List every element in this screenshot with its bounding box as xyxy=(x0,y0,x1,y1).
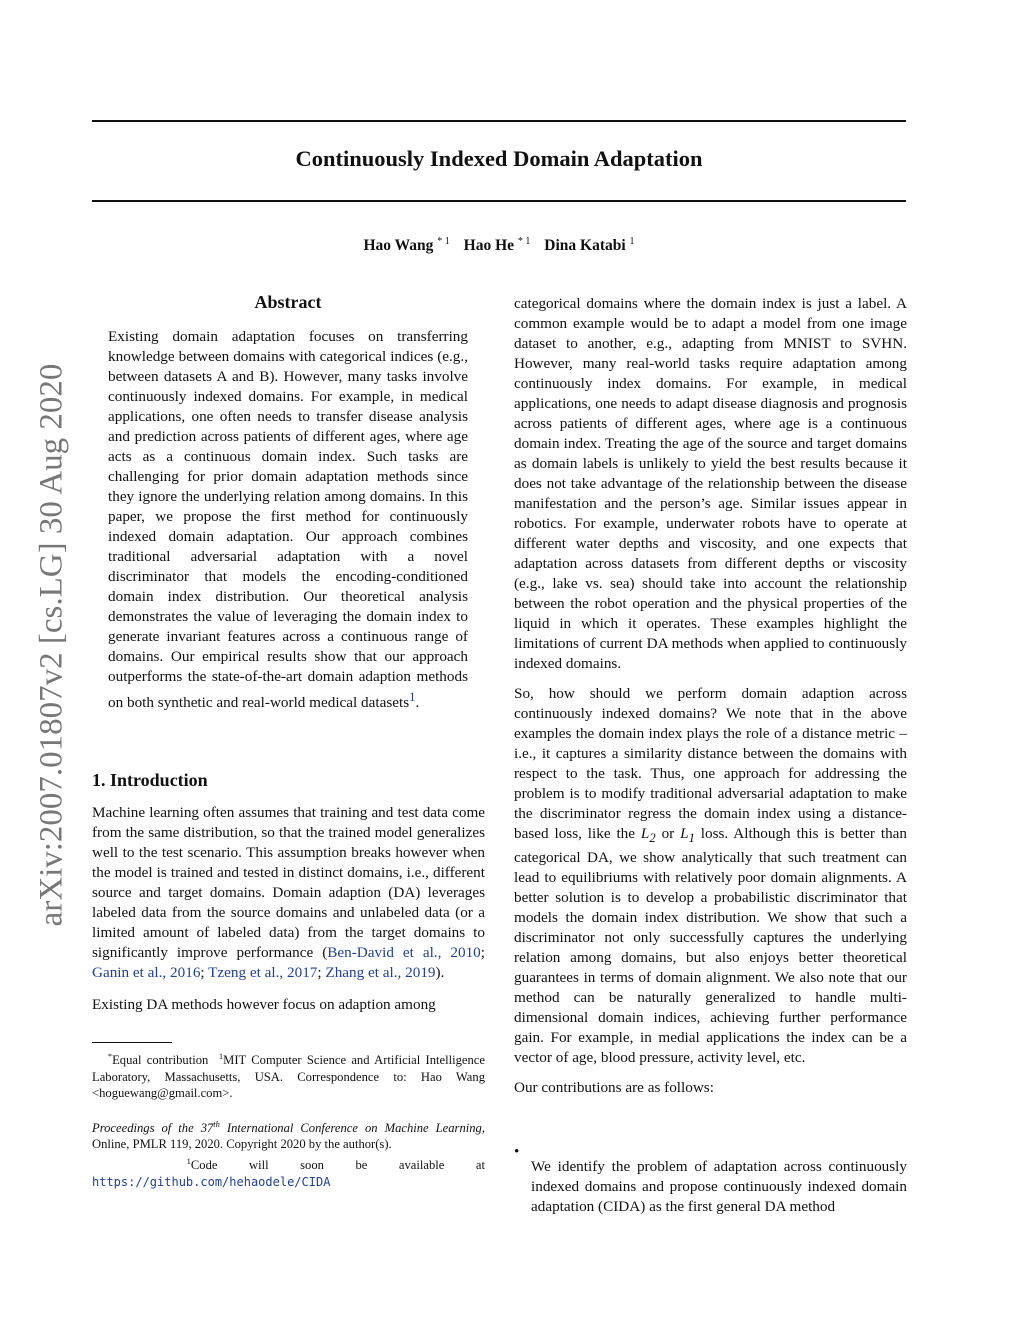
footnote-proceedings: Proceedings of the 37th International Conference on Machine Learning, Online, PMLR 119, 2020. Copyright 2020 by the author(s). xyxy=(92,1118,485,1152)
abstract-end: . xyxy=(415,694,420,712)
math-l2: $L_2$ xyxy=(640,825,656,846)
title-top-rule xyxy=(92,120,906,122)
paper-title: Continuously Indexed Domain Adaptation xyxy=(295,146,703,171)
bullet-text: We identify the problem of adaptation across continuously indexed domains and propose continuously indexed domain adaptation (CIDA) as the first general DA method xyxy=(531,1158,907,1216)
intro-text-end: ). xyxy=(435,964,445,981)
citation-link[interactable]: Tzeng et al., 2017 xyxy=(208,964,318,981)
abstract-body xyxy=(108,327,468,713)
intro-paragraph-1: Machine learning often assumes that training and test data come from the same distribution, so that the trained model generalizes well to the test scenario. This assumption breaks however when the model is trained and tested in distinct domains, i.e., different source and target domains. Domain adaption (DA) leverages labeled data from the source domains and unlabeled data (or a limited amount of labeled data) from the target domains to significantly improve performance (Ben-David et al., 2010; Ganin et al., 2016; Tzeng et al., 2017; Zhang et al., 2019). xyxy=(92,804,485,981)
code-url-link[interactable]: https://github.com/hehaodele/CIDA xyxy=(92,1174,331,1189)
footnote-rule xyxy=(92,1042,172,1043)
author-list xyxy=(92,236,906,255)
arxiv-identifier: arXiv:2007.01807v2 [cs.LG] 30 Aug 2020 xyxy=(33,363,70,927)
right-paragraph-2: So, how should we perform domain adaption across continuously indexed domains? We note that in the above examples the domain index plays the role of a distance metric – i.e., it captures a similarity distance between the domains with respect to the task. Thus, one approach for addressing the problem is to modify traditional adversarial adaptation to make the discriminator regress the domain index using a distance-based loss, like the $L_2$ or $L_1$ loss. Although this is better than categorical DA, we show analytically that such treatment can lead to equilibriums with relatively poor domain alignments. A better solution is to develop a probabilistic discriminator that models the domain index distribution. We show that such a discriminator not only successfully captures the underlying relation among domains, but also enjoys better theoretical guarantees in terms of domain alignment. We also note that our method can be naturally generalized to handle multi-dimensional domain indices, achieving further performance gain. For example, in medial applications the index can be a vector of age, blood pressure, activity level, etc. xyxy=(514,685,908,1067)
author-affiliation-mark: * 1 xyxy=(437,236,450,247)
bullet-icon: • xyxy=(514,1143,520,1160)
footnote-mark: 1 xyxy=(186,1155,191,1166)
author-name: Hao He xyxy=(463,237,515,255)
introduction-body xyxy=(92,803,485,1015)
footnote-mark: * xyxy=(107,1051,113,1061)
contribution-list-item xyxy=(514,1142,907,1232)
author xyxy=(363,237,449,254)
citation-link[interactable]: Zhang et al., 2019 xyxy=(325,964,436,981)
title-bottom-rule xyxy=(92,200,906,202)
right-paragraph-1: categorical domains where the domain index is just a label. A common example would be to adapt a model from one image dataset to another, e.g., adapting from MNIST to SVHN. However, many real-world tasks require adaptation among continuously index domains. For example, in medical applications, one needs to adapt disease diagnosis and prognosis across patients of different ages, where age is a continuous domain index. Treating the age of the source and target domains as domain labels is unlikely to yield the best results because it does not take advantage of the relationship between the disease manifestation and the person’s age. Similar issues appear in robotics. For example, underwater robots have to operate at different water depths and viscosity, and one expects that adaptation across datasets from different depths or viscosity (e.g., lake vs. sea) should take into account the relationship between the robot operation and the physical properties of the liquid in which it operates. These examples highlight the limitations of current DA methods when applied to continuously indexed domains. xyxy=(514,295,907,672)
abstract-text: Existing domain adaptation focuses on transferring knowledge between domains with categorical indices (e.g., between datasets A and B). However, many tasks involve continuously indexed domains. For example, in medical applications, one often needs to transfer disease analysis and prediction across patients of different ages, where age acts as a continuous domain index. Such tasks are challenging for prior domain adaptation methods since they ignore the underlying relation among domains. In this paper, we propose the first method for continuously indexed domain adaptation. Our approach combines traditional adversarial adaptation with a novel discriminator that models the encoding-conditioned domain index distribution. Our theoretical analysis demonstrates the value of leveraging the domain index to generate invariant features across a continuous range of domains. Our empirical results show that our approach outperforms the state-of-the-art domain adaption methods on both synthetic and real-world medical datasets xyxy=(108,328,468,712)
author-affiliation-mark: 1 xyxy=(629,236,635,247)
author xyxy=(544,237,634,254)
citation-link[interactable]: Ben-David et al., 2010 xyxy=(327,944,481,961)
footnotes xyxy=(92,1048,485,1190)
author-name: Dina Katabi xyxy=(544,237,626,255)
footnote-mark: 1 xyxy=(218,1051,224,1061)
footnote-code xyxy=(92,1153,485,1190)
intro-paragraph-2: Existing DA methods however focus on adaption among xyxy=(92,996,436,1013)
author-affiliation-mark: * 1 xyxy=(517,236,531,247)
footnote-affiliation xyxy=(92,1048,485,1102)
citation-link[interactable]: Ganin et al., 2016 xyxy=(92,964,201,981)
footnote-text: Equal contribution xyxy=(112,1053,214,1068)
section-heading-introduction: 1. Introduction xyxy=(92,770,208,790)
author xyxy=(464,237,531,254)
footnote-text: MIT Computer Science and Artificial Intelligence Laboratory, Massachusetts, USA. Correspondence to: Hao Wang <hoguewang@gmail.com>. xyxy=(92,1053,485,1101)
footnote-text: Code will soon be available at xyxy=(190,1158,485,1173)
right-column-body xyxy=(514,294,907,1098)
author-name: Hao Wang xyxy=(363,237,434,255)
abstract-paragraph xyxy=(108,327,468,713)
math-l1: $L_1$ xyxy=(680,825,695,846)
footnote-ref[interactable]: 1 xyxy=(409,690,416,704)
abstract-heading: Abstract xyxy=(254,292,322,312)
right-paragraph-3: Our contributions are as follows: xyxy=(514,1079,714,1097)
intro-text: Machine learning often assumes that training and test data come from the same distribution, so that the trained model generalizes well to the test scenario. This assumption breaks however when the model is trained and tested in distinct domains, i.e., different source and target domains. Domain adaption (DA) leverages labeled data from the source domains and unlabeled data (or a limited amount of labeled data) from the target domains to significantly improve performance ( xyxy=(92,804,485,961)
